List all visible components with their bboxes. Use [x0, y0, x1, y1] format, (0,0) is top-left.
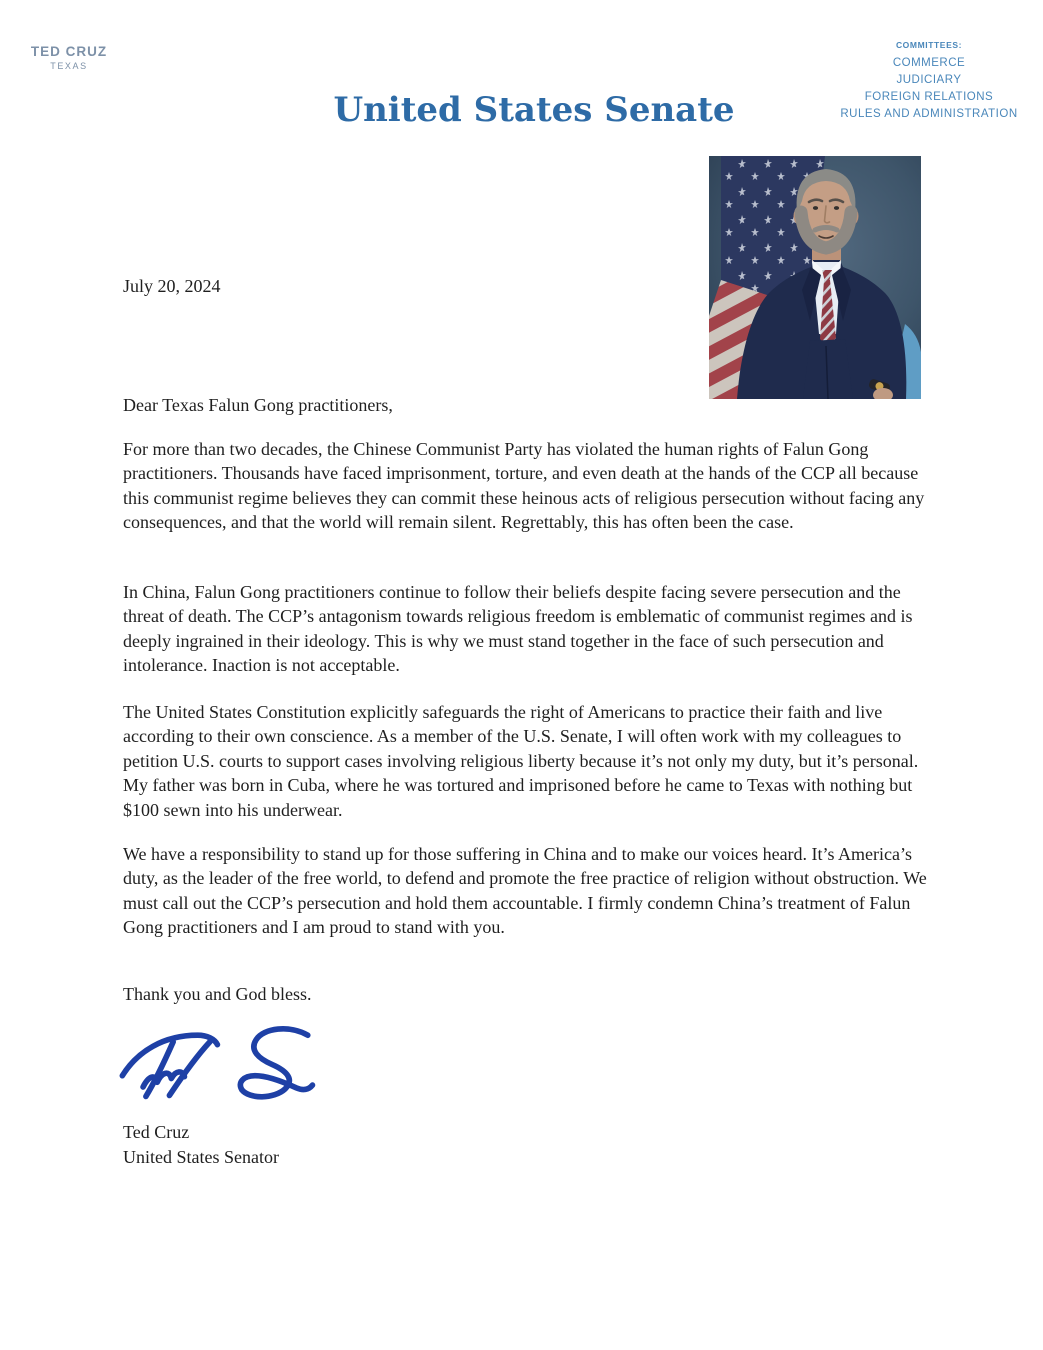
letter-date: July 20, 2024 — [123, 276, 221, 296]
signature-name: Ted Cruz — [123, 1122, 190, 1142]
letter-paragraph: In China, Falun Gong practitioners continue to follow their beliefs despite facing severe persecution and the threat of death. The CCP’s antagonism towards religious freedom is emblematic of communist regimes and is deeply ingrained in their ideology. This is why we must stand together in the face of such persecution and intolerance. Inaction is not acceptable. — [123, 582, 913, 676]
letter-closing: Thank you and God bless. — [123, 984, 312, 1004]
signature-image — [110, 1023, 322, 1103]
signature-graphic — [110, 1023, 322, 1103]
letterhead-title: United States Senate — [333, 90, 735, 130]
committee-item: RULES AND ADMINISTRATION — [840, 108, 1018, 120]
committee-item: FOREIGN RELATIONS — [864, 91, 994, 103]
committee-item: COMMERCE — [892, 57, 966, 69]
letter-paragraph: The United States Constitution explicitly safeguards the right of Americans to practice their faith and live according to their own conscience. As a member of the U.S. Senate, I will often work with my colleagues to petition U.S. courts to support cases involving religious liberty because it’s not only my duty, but it’s personal. My father was born in Cuba, where he was tortured and imprisoned before he came to Texas with nothing but $100 sewn into his underwear. — [123, 702, 919, 820]
committee-item: JUDICIARY — [896, 74, 962, 86]
sender-name: TED CRUZ — [30, 44, 108, 59]
committees-label: COMMITTEES: — [895, 40, 963, 50]
sender-block — [26, 44, 112, 71]
sender-state: TEXAS — [50, 61, 88, 71]
committees-block — [831, 40, 1027, 123]
signature-title: United States Senator — [123, 1147, 279, 1167]
letter-salutation: Dear Texas Falun Gong practitioners, — [123, 395, 393, 415]
letter-paragraph: We have a responsibility to stand up for those suffering in China and to make our voices heard. It’s America’s duty, as the leader of the free world, to defend and promote the free practice of religion without obstruction. We must call out the CCP’s persecution and hold them accountable. I firmly condemn China’s treatment of Falun Gong practitioners and I am proud to stand with you. — [123, 844, 927, 938]
letter-paragraph: For more than two decades, the Chinese Communist Party has violated the human rights of Falun Gong practitioners. Thousands have faced imprisonment, torture, and even death at the hands of the CCP all because this communist regime believes they can commit these heinous acts of religious persecution without facing any consequences, and that the world will remain silent. Regrettably, this has often been the case. — [123, 439, 925, 533]
